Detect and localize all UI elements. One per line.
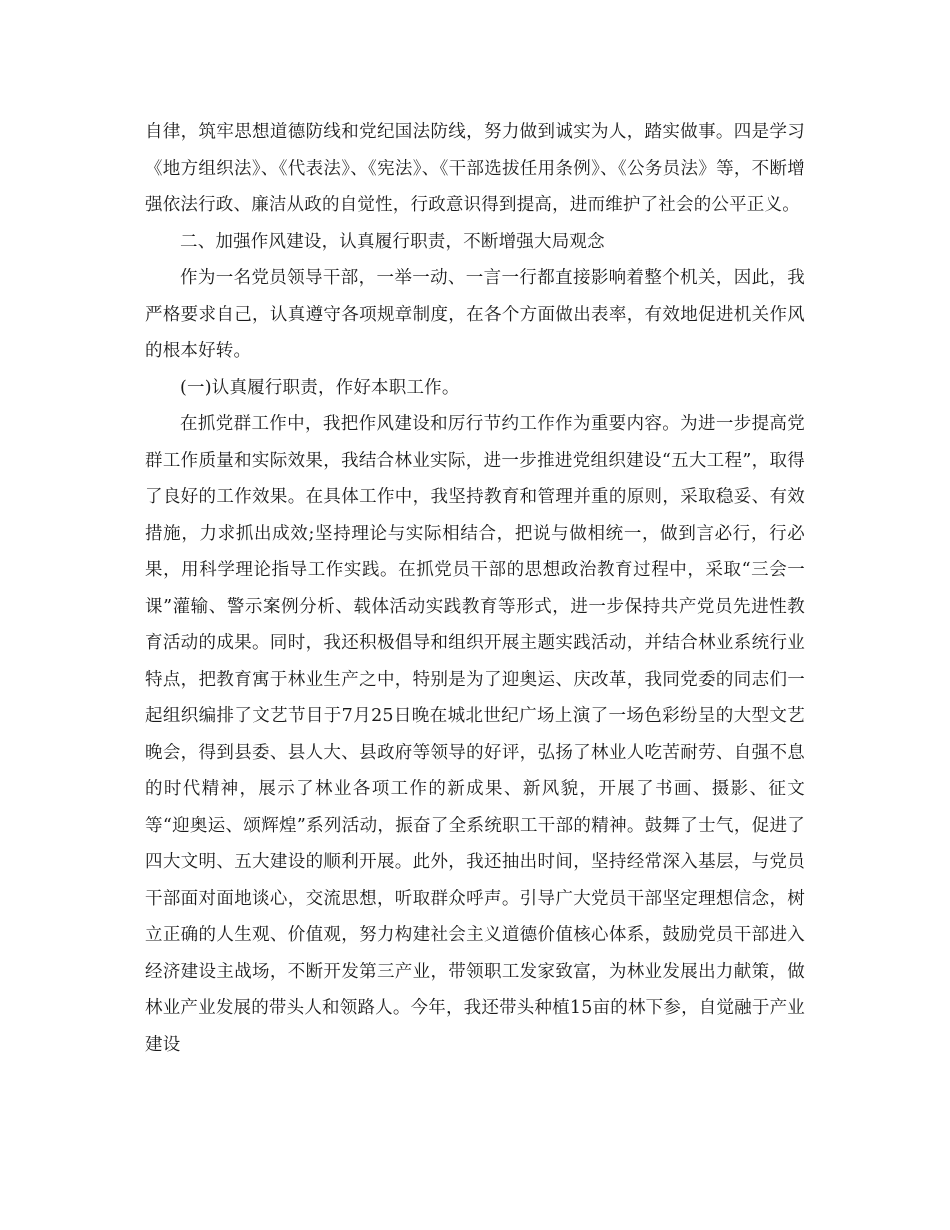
document-body: [145, 114, 805, 1063]
section-heading-work-style: 二、加强作风建设，认真履行职责，不断增强大局观念: [180, 231, 605, 252]
paragraph-law-study: 自律，筑牢思想道德防线和党纪国法防线，努力做到诚实为人，踏实做事。四是学习《地方组织法》、《代表法》、《宪法》、《干部选拔任用条例》、《公务员法》等，不断增强依法行政、廉洁从政的自觉性，行政意识得到提高，进而维护了社会的公平正义。: [145, 122, 805, 215]
paragraph-party-work: 在抓党群工作中，我把作风建设和厉行节约工作作为重要内容。为进一步提高党群工作质量和实际效果，我结合林业实际，进一步推进党组织建设“五大工程”，取得了良好的工作效果。在具体工作中，我坚持教育和管理并重的原则，采取稳妥、有效措施，力求抓出成效;坚持理论与实际相结合，把说与做相统一，做到言必行，行必果，用科学理论指导工作实践。在抓党员干部的思想政治教育过程中，采取“三会一课”灌输、警示案例分析、载体活动实践教育等形式，进一步保持共产党员先进性教育活动的成果。同时，我还积极倡导和组织开展主题实践活动，并结合林业系统行业特点，把教育寓于林业生产之中，特别是为了迎奥运、庆改革，我同党委的同志们一起组织编排了文艺节目于7月25日晚在城北世纪广场上演了一场色彩纷呈的大型文艺晚会，得到县委、县人大、县政府等领导的好评，弘扬了林业人吃苦耐劳、自强不息的时代精神，展示了林业各项工作的新成果、新风貌，开展了书画、摄影、征文等“迎奥运、颂辉煌”系列活动，振奋了全系统职工干部的精神。鼓舞了士气，促进了四大文明、五大建设的顺利开展。此外，我还抽出时间，坚持经常深入基层，与党员干部面对面地谈心，交流思想，听取群众呼声。引导广大党员干部坚定理想信念，树立正确的人生观、价值观，努力构建社会主义道德价值核心体系，鼓励党员干部进入经济建设主战场，不断开发第三产业，带领职工发家致富，为林业发展出力献策，做林业产业发展的带头人和领路人。今年，我还带头种植15亩的林下参，自觉融于产业建设: [145, 414, 805, 1055]
subsection-heading-duties: (一)认真履行职责，作好本职工作。: [180, 377, 460, 398]
paragraph-leadership-example: 作为一名党员领导干部，一举一动、一言一行都直接影响着整个机关，因此，我严格要求自己，认真遵守各项规章制度，在各个方面做出表率，有效地促进机关作风的根本好转。: [145, 268, 805, 361]
